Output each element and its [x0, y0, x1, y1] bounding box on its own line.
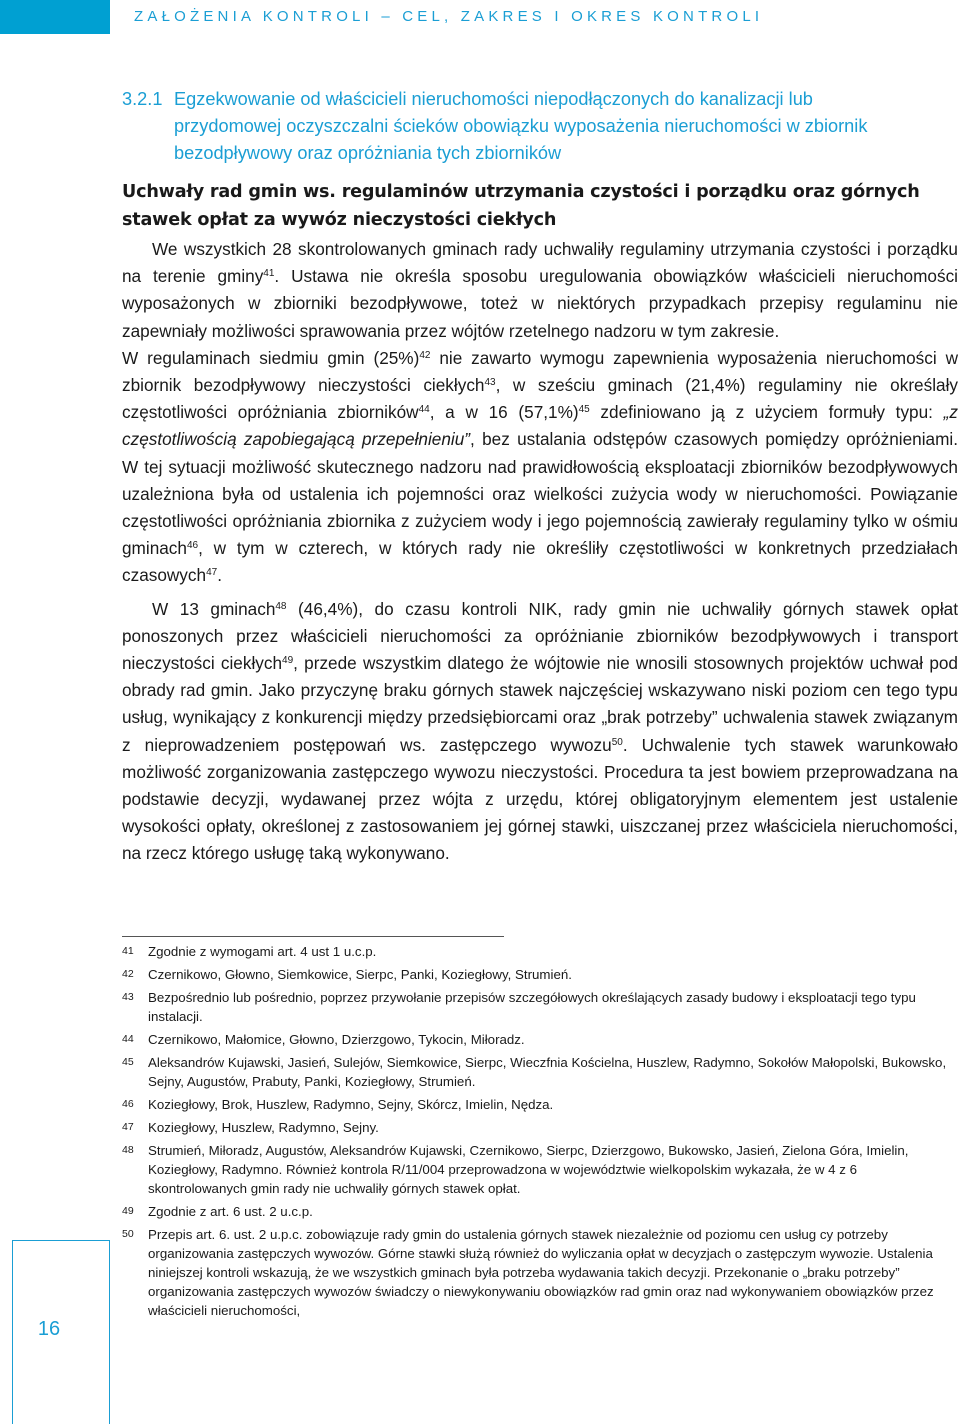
footnote-divider — [122, 936, 504, 937]
footnote-ref[interactable]: 49 — [282, 655, 294, 667]
footnote-number: 44 — [122, 1033, 134, 1045]
text-run: , a w 16 (57,1%) — [429, 402, 579, 423]
footnote-item — [122, 1053, 958, 1091]
header-color-block — [0, 0, 110, 34]
text-run: . — [217, 565, 222, 586]
footnote-ref[interactable]: 41 — [263, 268, 275, 280]
footnote-text: Czernikowo, Głowno, Siemkowice, Sierpc, Panki, Koziegłowy, Strumień. — [148, 967, 572, 982]
section-number: 3.2.1 — [122, 89, 163, 109]
footnote-number: 47 — [122, 1121, 134, 1133]
running-header: ZAŁOŻENIA KONTROLI – CEL, ZAKRES I OKRES KONTROLI — [134, 8, 764, 25]
text-run: We wszystkich 28 skontrolowanych gminach rady uchwaliły regulaminy utrzymania czystości i porządku na terenie gminy — [122, 239, 958, 287]
footnote-text: Aleksandrów Kujawski, Jasień, Sulejów, Siemkowice, Sierpc, Wieczfnia Kościelna, Huszlew, Radymno, Sokołów Małopolski, Bukowsko, Sejny, Augustów, Prabuty, Panki, Koziegłowy, Strumień. — [148, 1055, 947, 1089]
footnote-ref[interactable]: 44 — [418, 404, 430, 416]
section-title: Egzekwowanie od właścicieli nieruchomości niepodłączonych do kanalizacji lub przydomowej oczyszczalni ścieków obowiązku wyposażenia nieruchomości w zbiornik bezodpływowy oraz opróżniania tych zbiorników — [174, 89, 868, 163]
footnote-number: 42 — [122, 968, 134, 980]
footnote-ref[interactable]: 48 — [275, 600, 287, 612]
footnote-text: Czernikowo, Małomice, Głowno, Dzierzgowo, Tykocin, Miłoradz. — [148, 1032, 525, 1047]
text-run: W regulaminach siedmiu gmin (25%) — [122, 347, 420, 368]
footnote-item — [122, 965, 958, 984]
footnote-number: 45 — [122, 1056, 134, 1068]
footnote-item — [122, 1030, 958, 1049]
quote-text: „z częstotliwością zapobiegającą przepełnieniu” — [122, 402, 958, 450]
text-run: W 13 gminach — [152, 598, 276, 619]
text-run: , przede wszystkim dlatego że wójtowie nie wnosili stosownych projektów uchwał pod obrady rad gmin. Jako przyczynę braku górnych stawek najczęściej wskazywano niski poziom cen tego typu usług, wynikający z konkurencji między przedsiębiorcami oraz „brak potrzeby” uchwalenia stawek związanym z nieprowadzeniem postępowań ws. zastępczego wywozu — [122, 653, 958, 755]
footnote-ref[interactable]: 45 — [578, 404, 590, 416]
footnote-text: Zgodnie z art. 6 ust. 2 u.c.p. — [148, 1204, 313, 1219]
footnote-text: Bezpośrednio lub pośrednio, poprzez przywołanie przepisów szczegółowych określających zasady budowy i eksploatacji tego typu instalacji. — [148, 990, 916, 1024]
text-run: , w tym w czterech, w których rady nie określiły częstotliwości w konkretnych przedziałach czasowych — [122, 538, 958, 586]
text-run: zdefiniowano ją z użyciem formuły typu: — [589, 402, 944, 423]
text-run: , w sześciu gminach (21,4%) regulaminy nie określały częstotliwości opróżniania zbiorników — [122, 375, 958, 423]
footnote-item — [122, 1141, 958, 1198]
footnote-text: Koziegłowy, Huszlew, Radymno, Sejny. — [148, 1120, 379, 1135]
footnote-number: 48 — [122, 1144, 134, 1156]
text-run: , bez ustalania odstępów czasowych pomiędzy opróżnieniami. W tej sytuacji możliwość skutecznego nadzoru nad prawidłowością eksploatacji zbiorników bezodpływowych uzależniona była od ustalenia ich pojemności oraz wielkości zużycia wody w nieruchomości. Powiązanie częstotliwości opróżniania zbiornika z zużyciem wody i jego pojemnością zawierały regulaminy tylko w ośmiu gminach — [122, 429, 958, 559]
paragraph — [122, 596, 958, 868]
body-text — [122, 236, 958, 868]
footnote-number: 41 — [122, 945, 134, 957]
footnote-text: Koziegłowy, Brok, Huszlew, Radymno, Sejny, Skórcz, Imielin, Nędza. — [148, 1097, 554, 1112]
footnote-number: 50 — [122, 1228, 134, 1240]
paragraph — [122, 345, 958, 590]
footnote-number: 43 — [122, 991, 134, 1003]
text-run: . Ustawa nie określa sposobu uregulowania obowiązków właścicieli nieruchomości wyposażonych w zbiorniki bezodpływowe, toteż w niektórych przypadkach przepisy regulaminu nie zapewniały możliwości sprawowania przez wójtów rzetelnego nadzoru w tym zakresie. — [122, 266, 958, 341]
text-run: . Uchwalenie tych stawek warunkowało możliwość zorganizowania zastępczego wywozu nieczystości. Procedura ta jest bowiem przeprowadzana na podstawie decyzji, wydawanej przez wójta z urzędu, której obligatoryjnym elementem jest ustalenie wysokości opłaty, określonej z zastosowaniem jej górnej stawki, uiszczanej przez właściciela nieruchomości, na rzecz którego usługę taką wykonywano. — [122, 734, 958, 864]
footnote-item — [122, 988, 958, 1026]
footnote-item — [122, 1118, 958, 1137]
footnote-ref[interactable]: 50 — [611, 736, 623, 748]
section-heading — [122, 86, 922, 167]
footnote-ref[interactable]: 47 — [206, 567, 218, 579]
footnote-item — [122, 1202, 958, 1221]
footnote-ref[interactable]: 42 — [419, 349, 431, 361]
paragraph — [122, 236, 958, 345]
footnote-ref[interactable]: 43 — [484, 377, 496, 389]
text-run: (46,4%), do czasu kontroli NIK, rady gmin nie uchwaliły górnych stawek opłat ponoszonych przez właścicieli nieruchomości za opróżnianie zbiorników bezodpływowych i transport nieczystości ciekłych — [122, 598, 958, 674]
footnotes — [122, 942, 958, 1324]
footnote-text: Zgodnie z wymogami art. 4 ust 1 u.c.p. — [148, 944, 377, 959]
footnote-number: 46 — [122, 1098, 134, 1110]
footnote-number: 49 — [122, 1205, 134, 1217]
footnote-ref[interactable]: 46 — [186, 540, 199, 552]
footnote-item — [122, 1225, 958, 1320]
text-run: nie zawarto wymogu zapewnienia wyposażenia nieruchomości w zbiornik bezodpływowy nieczystości ciekłych — [122, 347, 958, 396]
page-number: 16 — [37, 1318, 61, 1340]
footnote-item — [122, 1095, 958, 1114]
footnote-text: Przepis art. 6. ust. 2 u.p.c. zobowiązuje rady gmin do ustalenia górnych stawek niezależnie od poziomu cen usług cy potrzeby organizowania zastępczych wywozów. Górne stawki służą również do wyliczania opłat w decyzjach o zastępczym wywozie. Ustalenia niniejszej kontroli wskazują, że we wszystkich gminach była potrzeba wydawania takich decyzji. Przekonanie o „braku potrzeby” organizowania zastępczych wywozów świadczy o niewykonywaniu obowiązków rad gmin oraz nad wykonywaniem obowiązków przez właścicieli nieruchomości, — [148, 1227, 934, 1318]
footnote-text: Strumień, Miłoradz, Augustów, Aleksandrów Kujawski, Czernikowo, Sierpc, Dzierzgowo, Bukowsko, Jasień, Zielona Góra, Imielin, Koziegłowy, Radymno. Również kontrola R/11/004 przeprowadzona w województwie wielkopolskim wykazała, że w 4 z 6 skontrolowanych gmin rady nie uchwaliły górnych stawek opłat. — [148, 1143, 909, 1196]
subheading: Uchwały rad gmin ws. regulaminów utrzymania czystości i porządku oraz górnych stawek opłat za wywóz nieczystości ciekłych — [122, 182, 920, 230]
footnote-item — [122, 942, 958, 961]
